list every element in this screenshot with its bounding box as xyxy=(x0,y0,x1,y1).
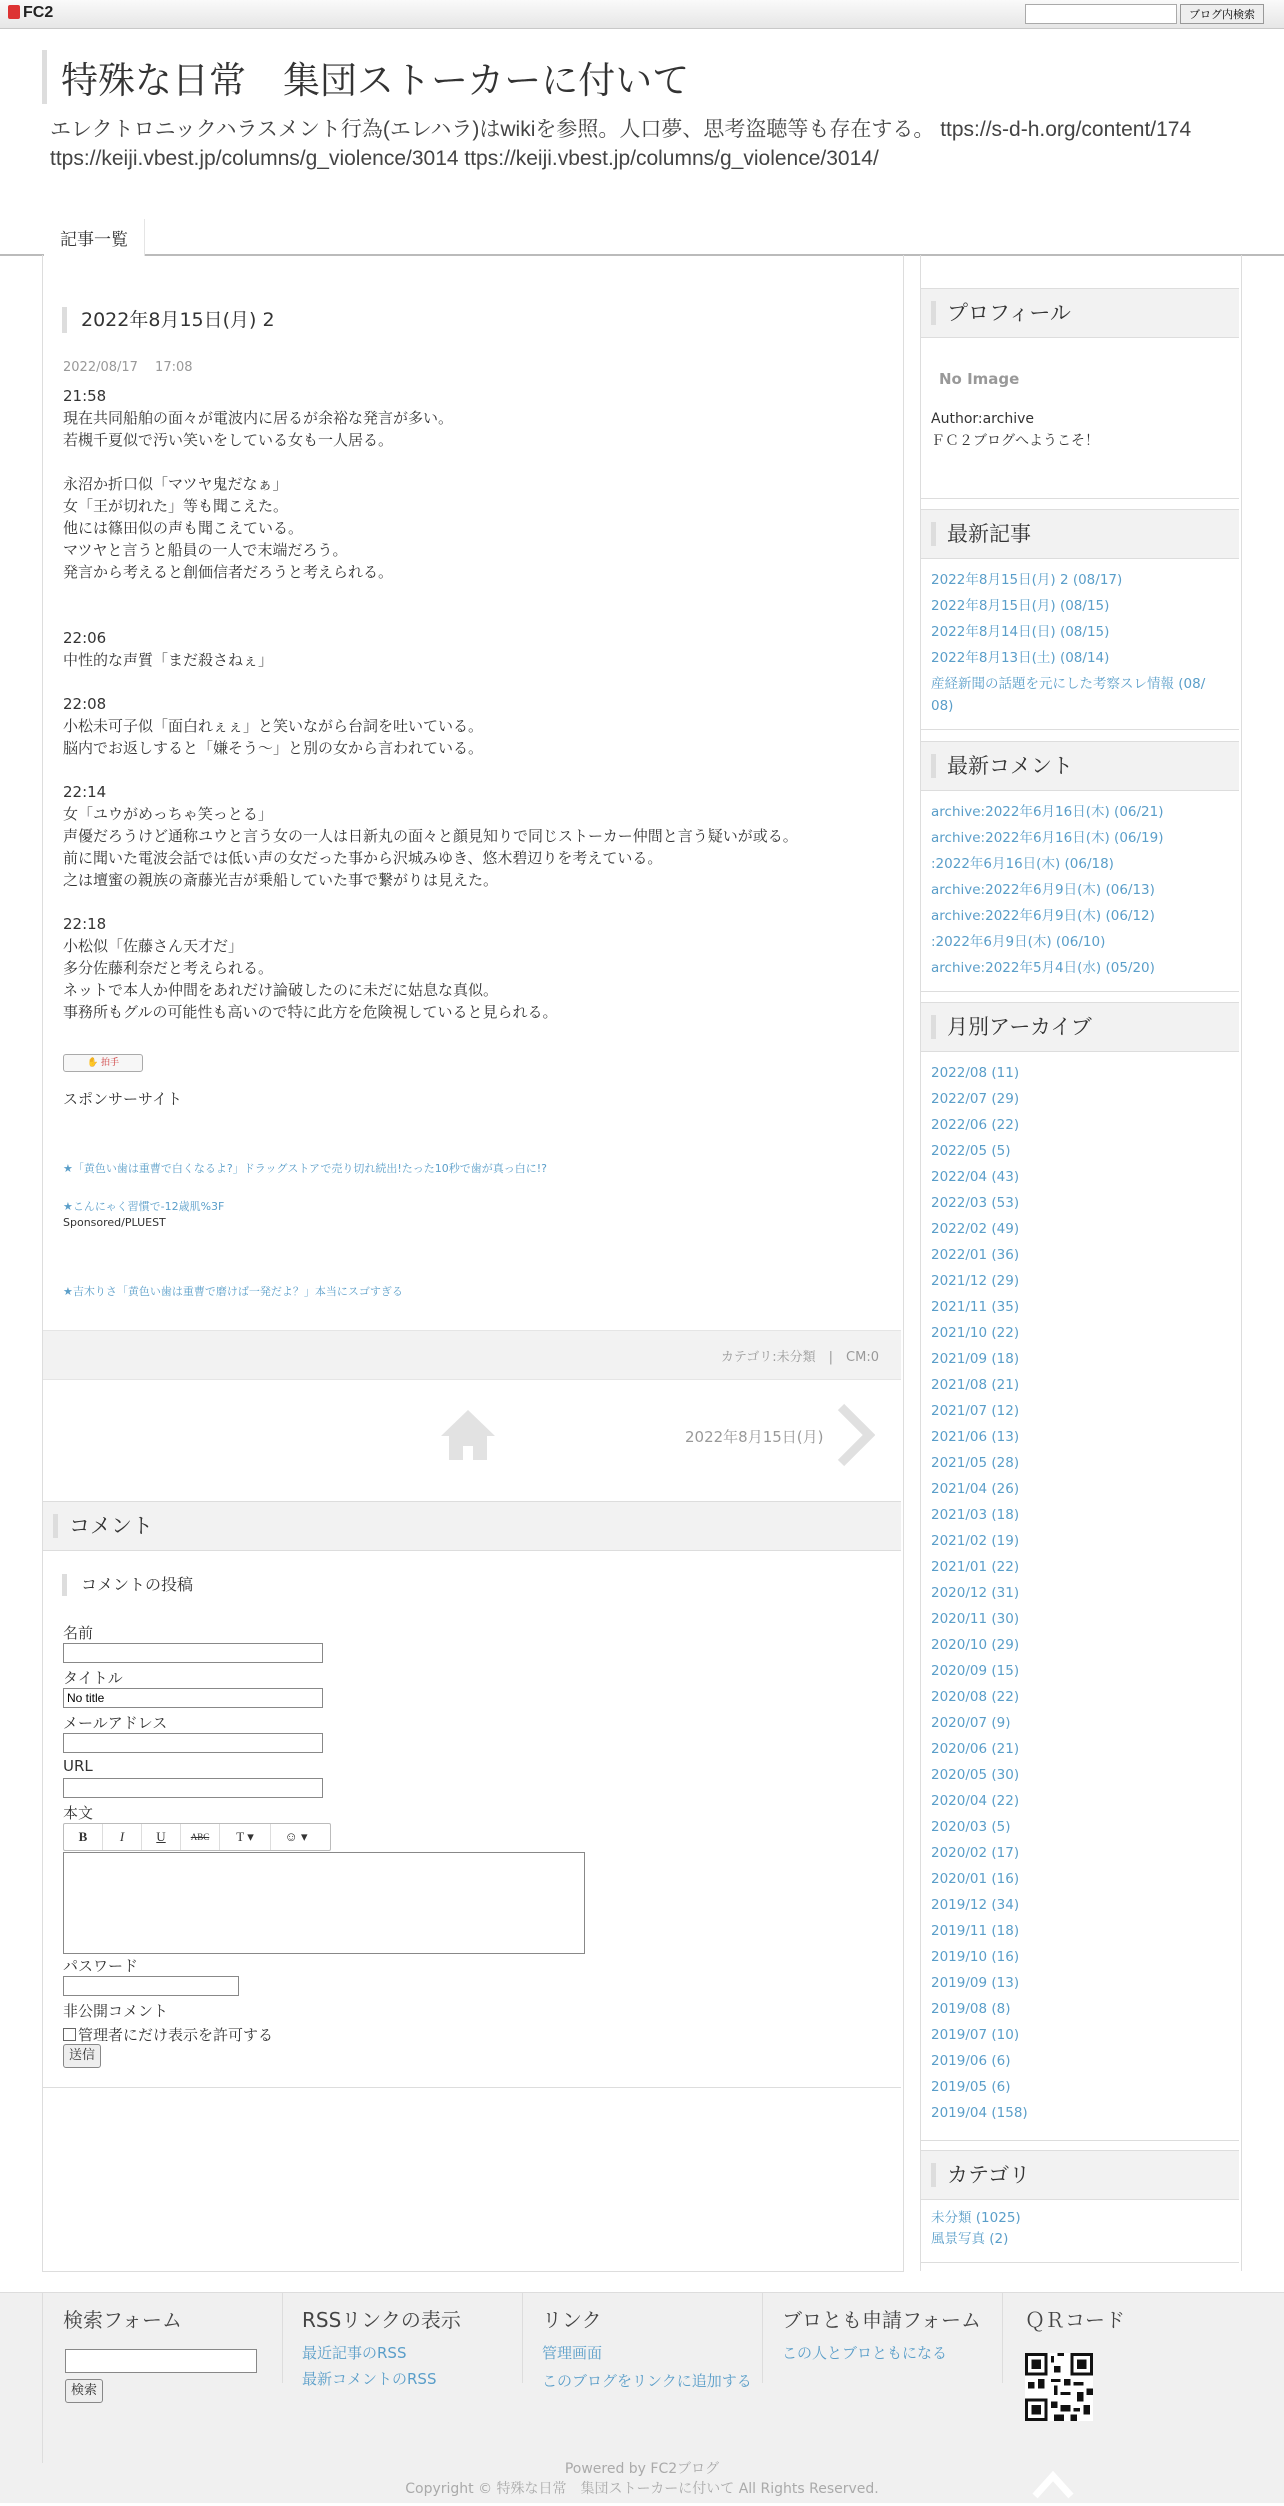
archive-link[interactable]: 2019/12 (34) xyxy=(931,1897,1020,1913)
mail-label: メールアドレス xyxy=(63,1714,168,1732)
blog-title[interactable]: 特殊な日常 集団ストーカーに付いて xyxy=(42,50,689,104)
comment-form-heading: コメントの投稿 xyxy=(62,1574,193,1596)
name-label: 名前 xyxy=(63,1624,94,1642)
footer-links xyxy=(542,2307,762,2392)
password-label: パスワード xyxy=(63,1957,139,1975)
category-link[interactable]: 未分類 (1025) xyxy=(931,2210,1021,2226)
archive-link[interactable]: 2021/08 (21) xyxy=(931,1377,1020,1393)
footer-rss xyxy=(302,2307,542,2390)
categories-box xyxy=(921,2150,1239,2263)
category-line[interactable]: カテゴリ:未分類 | CM:0 xyxy=(720,1350,879,1365)
archive-link[interactable]: 2021/05 (28) xyxy=(931,1455,1020,1471)
strike-button[interactable]: ABC xyxy=(181,1824,220,1850)
archive-link[interactable]: 2020/10 (29) xyxy=(931,1637,1020,1653)
article-date: 2022/08/17 17:08 xyxy=(63,360,193,375)
editor-toolbar xyxy=(63,1823,331,1851)
archive-link[interactable]: 2022/05 (5) xyxy=(931,1143,1011,1159)
article-pager xyxy=(43,1379,901,1501)
recent-comment-link[interactable]: archive:2022年5月4日(水) (05/20) xyxy=(931,960,1155,976)
archive-link[interactable]: 2019/09 (13) xyxy=(931,1975,1020,1991)
comments-section xyxy=(43,1501,901,1551)
archives-heading: 月別アーカイブ xyxy=(921,1002,1239,1052)
title-field[interactable] xyxy=(63,1688,323,1708)
archive-link[interactable]: 2020/11 (30) xyxy=(931,1611,1020,1627)
archive-link[interactable]: 2020/09 (15) xyxy=(931,1663,1020,1679)
footer-search-button[interactable]: 検索 xyxy=(65,2379,103,2403)
blog-description: エレクトロニックハラスメント行為(エレハラ)はwikiを参照。人口夢、思考盗聴等も存在する。 ttps://s-d-h.org/content/174 ttps://keiji.vbest.jp/columns/g_violence/3014 ttps://keiji.vbest.jp/columns/g_violence/3014/ xyxy=(50,118,1192,170)
categories-heading: カテゴリ xyxy=(921,2150,1239,2200)
recent-post-link[interactable]: 2022年8月13日(土) (08/14) xyxy=(931,650,1110,666)
powered-by[interactable]: Powered by FC2ブログ xyxy=(564,2461,720,2477)
fc2-logo[interactable]: FC2 xyxy=(8,4,53,22)
archive-link[interactable]: 2019/06 (6) xyxy=(931,2053,1011,2069)
submit-button[interactable]: 送信 xyxy=(63,2044,101,2068)
recent-comments-box xyxy=(921,741,1239,992)
comments-divider xyxy=(43,2087,901,2088)
blog-search-button[interactable]: ブログ内検索 xyxy=(1180,4,1264,24)
archive-link[interactable]: 2021/03 (18) xyxy=(931,1507,1020,1523)
recent-post-link[interactable]: 2022年8月14日(日) (08/15) xyxy=(931,624,1110,640)
archive-link[interactable]: 2019/08 (8) xyxy=(931,2001,1011,2017)
archive-link[interactable]: 2021/11 (35) xyxy=(931,1299,1020,1315)
archive-link[interactable]: 2022/07 (29) xyxy=(931,1091,1020,1107)
archive-link[interactable]: 2020/03 (5) xyxy=(931,1819,1011,1835)
rss-comments-link[interactable]: 最新コメントのRSS xyxy=(302,2370,437,2388)
recent-posts-heading: 最新記事 xyxy=(921,509,1239,559)
archive-link[interactable]: 2019/07 (10) xyxy=(931,2027,1020,2043)
profile-box xyxy=(921,288,1239,499)
italic-button[interactable]: I xyxy=(103,1824,142,1850)
recent-comment-link[interactable]: archive:2022年6月16日(木) (06/19) xyxy=(931,830,1164,846)
copyright: Copyright © 特殊な日常 集団ストーカーに付いて All Rights Reserved. xyxy=(405,2481,879,2497)
archive-link[interactable]: 2020/01 (16) xyxy=(931,1871,1020,1887)
archive-link[interactable]: 2019/04 (158) xyxy=(931,2105,1028,2121)
qr-code-icon xyxy=(1025,2353,1093,2421)
url-label: URL xyxy=(63,1757,93,1775)
recent-post-link-cont[interactable]: 08) xyxy=(931,698,954,714)
recent-posts-box xyxy=(921,509,1239,730)
recent-comment-link[interactable]: :2022年6月9日(木) (06/10) xyxy=(931,934,1106,950)
private-label: 非公開コメント xyxy=(63,2002,169,2020)
recent-comment-link[interactable]: archive:2022年6月16日(木) (06/21) xyxy=(931,804,1164,820)
fc2-topbar xyxy=(0,0,1284,29)
recent-post-link[interactable]: 産経新聞の話題を元にした考察スレ情報 (08/ xyxy=(931,676,1206,692)
archive-link[interactable]: 2021/09 (18) xyxy=(931,1351,1020,1367)
blog-search-input[interactable] xyxy=(1025,4,1177,24)
emoji-button[interactable]: ☺ ▾ xyxy=(284,1829,308,1844)
comments-heading: コメント xyxy=(43,1501,901,1551)
add-blog-link[interactable]: このブログをリンクに追加する xyxy=(542,2372,752,2390)
footer-rss-heading: RSSリンクの表示 xyxy=(302,2308,461,2332)
archive-link[interactable]: 2021/07 (12) xyxy=(931,1403,1020,1419)
nav-articles[interactable]: 記事一覧 xyxy=(44,219,145,256)
archive-link[interactable]: 2022/01 (36) xyxy=(931,1247,1020,1263)
archive-link[interactable]: 2022/02 (49) xyxy=(931,1221,1020,1237)
footer-qr xyxy=(1025,2307,1225,2334)
archive-link[interactable]: 2021/06 (13) xyxy=(931,1429,1020,1445)
clap-button[interactable]: ✋ 拍手 xyxy=(63,1054,143,1072)
chevron-right-icon[interactable] xyxy=(835,1403,875,1467)
ad-link-1[interactable]: ★「黄色い歯は重曹で白くなるよ?」ドラッグストアで売り切れ続出!たった10秒で歯が真っ白に!? xyxy=(63,1162,548,1175)
archive-link[interactable]: 2021/04 (26) xyxy=(931,1481,1020,1497)
archive-link[interactable]: 2019/10 (16) xyxy=(931,1949,1020,1965)
url-field[interactable] xyxy=(63,1778,323,1798)
rss-posts-link[interactable]: 最近記事のRSS xyxy=(302,2344,407,2362)
archive-link[interactable]: 2019/11 (18) xyxy=(931,1923,1020,1939)
home-icon[interactable] xyxy=(439,1406,497,1464)
article-body: 21:58 現在共同船舶の面々が電波内に居るが余裕な発言が多い。 若槻千夏似で汚い笑いをしている女も一人居る。 永沼か折口似「マツヤ鬼だなぁ」 女「王が切れた」等も聞こえた。 他には篠田似の声も聞こえている。 マツヤと言うと船員の一人で末端だろう。 発言から考えると創価信者だろうと考えられる。 22:06 中性的な声質「まだ殺さねぇ」 22:08 小松未可子似「面白れぇぇ」と笑いながら台詞を吐いている。 脳内でお返しすると「嫌そう～」と別の女から言われている。 22:14 女「ユウがめっちゃ笑っとる」 声優だろうけど通称ユウと言う女の一人は日新丸の面々と顔見知りで同じストーカー仲間と言う疑いが或る。 前に聞いた電波会話では低い声の女だった事から沢城みゆき、悠木碧辺りを考えている。 之は壇蜜の親族の斎藤光吉が乗船していた事で繋がりは見えた。 22:18 小松似「佐藤さん天才だ」 多分佐藤利奈だと考えられる。 ネットで本人か仲間をあれだけ論破したのに未だに姑息な真似。 事務所もグルの可能性も高いので特に此方を危険視していると見られる。 xyxy=(63,387,798,1021)
archive-link[interactable]: 2021/12 (29) xyxy=(931,1273,1020,1289)
name-field[interactable] xyxy=(63,1643,323,1663)
recent-comment-link[interactable]: archive:2022年6月9日(木) (06/12) xyxy=(931,908,1155,924)
checkbox-icon[interactable] xyxy=(63,2028,76,2041)
archive-link[interactable]: 2022/03 (53) xyxy=(931,1195,1020,1211)
title-label: タイトル xyxy=(63,1669,123,1687)
fc2-logo-icon xyxy=(8,5,20,19)
footer-friend xyxy=(782,2307,1002,2364)
archive-link[interactable]: 2020/12 (31) xyxy=(931,1585,1020,1601)
footer-friend-heading: ブロとも申請フォーム xyxy=(782,2308,981,2332)
archive-link[interactable]: 2019/05 (6) xyxy=(931,2079,1011,2095)
article-meta-bar xyxy=(43,1330,901,1380)
archive-link[interactable]: 2022/06 (22) xyxy=(931,1117,1020,1133)
archives-box xyxy=(921,1002,1239,2141)
email-field[interactable] xyxy=(63,1733,323,1753)
recent-comment-link[interactable]: :2022年6月16日(木) (06/18) xyxy=(931,856,1114,872)
font-size-button[interactable]: T ▾ xyxy=(220,1824,271,1850)
password-field[interactable] xyxy=(63,1976,239,1996)
sponsor-heading: スポンサーサイト xyxy=(63,1090,182,1108)
profile-heading: プロフィール xyxy=(921,288,1239,338)
bold-button[interactable]: B xyxy=(64,1824,103,1850)
recent-post-link[interactable]: 2022年8月15日(月) (08/15) xyxy=(931,598,1110,614)
archive-link[interactable]: 2021/01 (22) xyxy=(931,1559,1020,1575)
recent-comments-heading: 最新コメント xyxy=(921,741,1239,791)
archive-link[interactable]: 2021/02 (19) xyxy=(931,1533,1020,1549)
recent-comment-link[interactable]: archive:2022年6月9日(木) (06/13) xyxy=(931,882,1155,898)
ad-link-2[interactable]: ★こんにゃく習慣で-12歳肌%3F xyxy=(63,1200,225,1213)
archive-link[interactable]: 2020/08 (22) xyxy=(931,1689,1020,1705)
archive-link[interactable]: 2020/07 (9) xyxy=(931,1715,1011,1731)
ad-sponsor-label: Sponsored/PLUEST xyxy=(63,1216,166,1229)
profile-author: Author:archive xyxy=(931,411,1034,427)
archive-link[interactable]: 2022/04 (43) xyxy=(931,1169,1020,1185)
ad-link-3[interactable]: ★吉木りさ「黄色い歯は重曹で磨けば一発だよ？」本当にスゴすぎる xyxy=(63,1285,403,1298)
private-checkbox[interactable]: 管理者にだけ表示を許可する xyxy=(63,2024,273,2045)
archive-link[interactable]: 2020/05 (30) xyxy=(931,1767,1020,1783)
article-title[interactable]: 2022年8月15日(月) 2 xyxy=(62,307,275,333)
footer-search xyxy=(63,2307,303,2334)
archive-link[interactable]: 2021/10 (22) xyxy=(931,1325,1020,1341)
footer-links-heading: リンク xyxy=(542,2308,602,2332)
underline-button[interactable]: U xyxy=(142,1824,181,1850)
footer xyxy=(0,2292,1284,2503)
friend-request-link[interactable]: この人とブロともになる xyxy=(782,2344,948,2362)
archive-link[interactable]: 2020/04 (22) xyxy=(931,1793,1020,1809)
footer-qr-heading: ＱＲコード xyxy=(1025,2308,1125,2332)
admin-link[interactable]: 管理画面 xyxy=(542,2344,603,2362)
next-article-link[interactable]: 2022年8月15日(月) xyxy=(685,1428,824,1446)
footer-search-input[interactable] xyxy=(65,2349,257,2373)
body-label: 本文 xyxy=(63,1804,94,1822)
category-link[interactable]: 風景写真 (2) xyxy=(931,2231,1009,2247)
nav-bar xyxy=(0,212,1284,256)
archive-link[interactable]: 2022/08 (11) xyxy=(931,1065,1020,1081)
back-to-top-icon[interactable] xyxy=(1030,2466,1076,2506)
profile-avatar: No Image xyxy=(939,370,1020,388)
clap-icon: ✋ xyxy=(86,1058,99,1068)
recent-post-link[interactable]: 2022年8月15日(月) 2 (08/17) xyxy=(931,572,1123,588)
footer-search-heading: 検索フォーム xyxy=(63,2308,182,2332)
archive-link[interactable]: 2020/02 (17) xyxy=(931,1845,1020,1861)
archive-link[interactable]: 2020/06 (21) xyxy=(931,1741,1020,1757)
profile-welcome: ＦＣ２ブログへようこそ！ xyxy=(931,433,1099,449)
comment-body-textarea[interactable] xyxy=(63,1852,585,1954)
